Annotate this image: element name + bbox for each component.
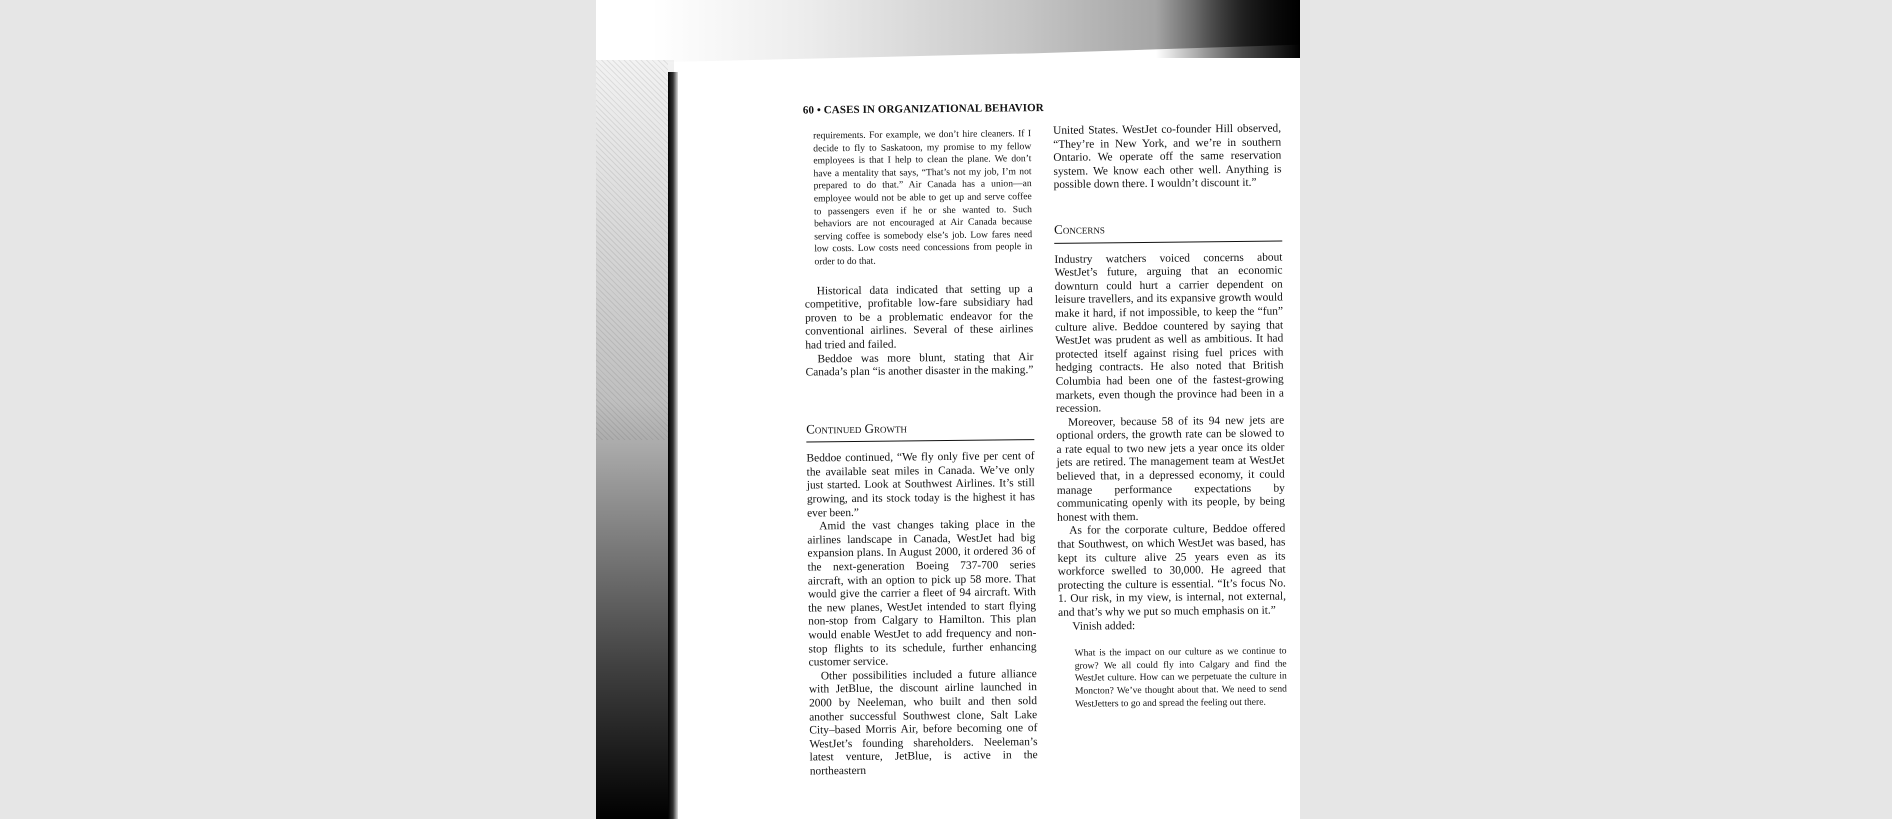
paragraph-concerns-3: As for the corporate culture, Beddoe offered that Southwest, on which WestJet was based, has kept its culture alive 25 years even as its workforce swelled to 30,000. He agreed that protecting the culture is essential. “It’s focus No. 1. Our risk, in my view, is internal, not external, and that’s why we put so much emphasis on it.” [1057,522,1287,619]
section-heading-concerns: Concerns [1054,220,1282,243]
section-heading-continued-growth: Continued Growth [806,420,1034,443]
running-head [803,102,1044,117]
paragraph-concerns-1: Industry watchers voiced concerns about WestJet’s future, arguing that an economic downturn could hurt a carrier dependent on leisure travellers, and its expansive growth would make it hard, if not impossible, to keep the “fun” culture alive. Beddoe countered by saying that WestJet was prudent as well as ambitious. It had protected itself against rising fuel prices with hedging contracts. He also noted that British Columbia had been one of the fastest-growing markets, even though the province had been in a recession. [1054,251,1284,415]
paragraph-concerns-2: Moreover, because 58 of its 94 new jets are optional orders, the growth rate can be slowed to a rate equal to two new jets a year once its older jets are retired. The management team at WestJet believed that, in a depressed economy, it could manage performance expectations by communicating openly with its people, by being honest with them. [1056,414,1286,524]
paragraph-historical: Historical data indicated that setting up a competitive, profitable low-fare subsidiary had proven to be a problematic endeavor for the conventional airlines. Several of these airlines had tried and failed. [804,282,1034,352]
vinish-added-label: Vinish added: [1072,619,1136,633]
right-column [1053,122,1287,711]
page-number: 60 [802,104,815,117]
left-column [803,128,1038,779]
book-title: CASES IN ORGANIZATIONAL BEHAVIOR [823,101,1044,117]
paragraph-beddoe-blunt: Beddoe was more blunt, stating that Air Canada’s plan “is another disaster in the making.” [805,350,1034,379]
page-content [596,0,1300,819]
quote-block-vinish: What is the impact on our culture as we continue to grow? We all could fly into Calgary and find the WestJet culture. How can we perpetuate the culture in Moncton? We’ve thought about that. We need to send WestJetters to go and spread the feeling out there. [1074,645,1288,710]
paragraph-growth-3: Other possibilities included a future alliance with JetBlue, the discount airline launched in 2000 by Neeleman, who built and then sold another successful Southwest clone, Salt Lake City–based Morris Air, before becoming one of WestJet’s founding shareholders. Neeleman’s latest venture, JetBlue, is active in the northeastern [808,667,1038,778]
scanned-page [596,0,1300,819]
paragraph-growth-1: Beddoe continued, “We fly only five per cent of the available seat miles in Canada. We’ve only just started. Look at Southwest Airlines. It’s still growing, and its stock today is the highest it has ever been.” [806,450,1035,520]
paragraph-growth-2: Amid the vast changes taking place in the airlines landscape in Canada, WestJet had big expansion plans. In August 2000, it ordered 36 of the next-generation Boeing 737-700 series aircraft, with an option to pick up 58 more. That would give the carrier a fleet of 94 aircraft. With the new planes, WestJet intended to start flying non-stop from Calgary to Hamilton. This plan would enable WestJet to add frequency and non-stop flights to its schedule, further enhancing customer service. [807,518,1037,669]
header-bullet: • [816,104,821,117]
paragraph-continued: United States. WestJet co-founder Hill observed, “They’re in New York, and we’re in southern Ontario. We operate off the same reservation system. We know each other well. Anything is possible down there. I wouldn’t discount it.” [1053,122,1282,192]
quote-block: requirements. For example, we don’t hire cleaners. If I decide to fly to Saskatoon, my promise to my fellow employees is that I help to clean the plane. We don’t have a mentality that says, “That’s not my job, I’m not prepared to do that.” Air Canada has a union—an employee would not be able to get up and serve coffee to passengers even if he or she wanted to. Such behaviors are not encouraged at Air Canada because serving coffee is somebody else’s job. Low fares need low costs. Low costs need concessions from people in order to do that. [813,128,1033,268]
